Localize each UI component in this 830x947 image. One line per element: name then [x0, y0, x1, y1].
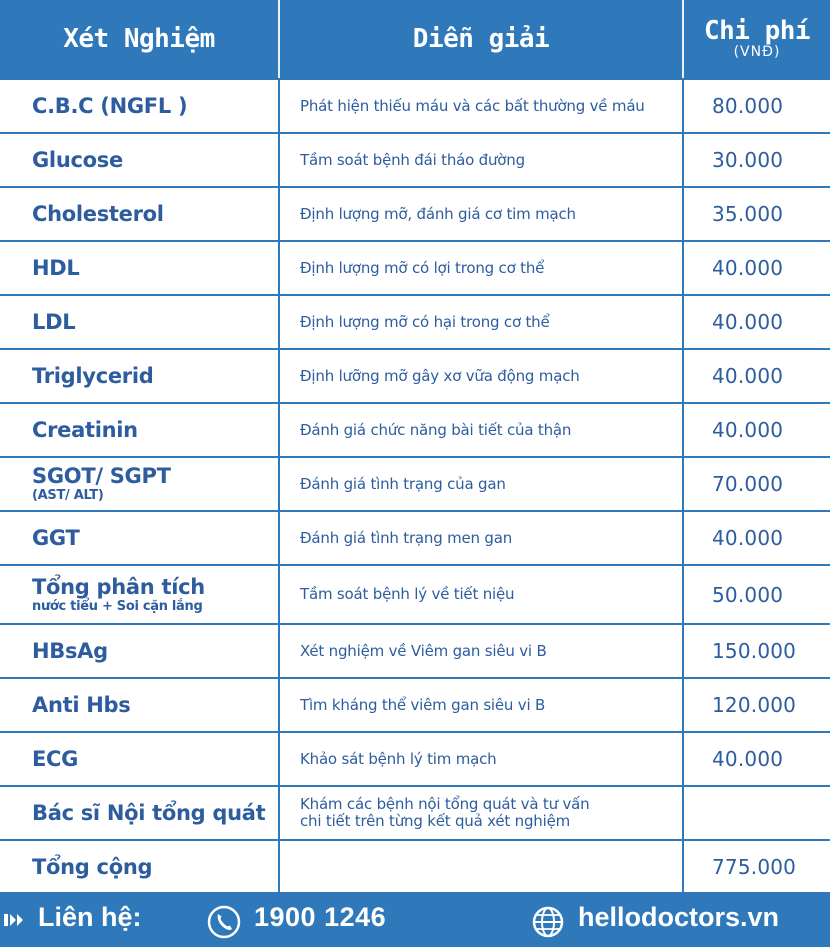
description-cell	[280, 134, 682, 186]
table-row	[0, 733, 830, 785]
header-description	[280, 0, 682, 78]
table-row	[0, 404, 830, 456]
test-name-cell	[0, 512, 278, 564]
test-name: Triglycerid	[32, 364, 154, 388]
test-name: Tổng cộng	[32, 855, 153, 879]
header-test-label: Xét Nghiệm	[63, 24, 215, 54]
price-cell	[684, 625, 830, 677]
contact-label: Liên hệ:	[38, 902, 142, 932]
test-name-cell	[0, 625, 278, 677]
test-name: Creatinin	[32, 418, 138, 442]
header-cost-unit: (VNĐ)	[733, 44, 781, 60]
description-line: Định lưỡng mỡ gây xơ vữa động mạch	[300, 366, 580, 385]
price-cell	[684, 80, 830, 132]
description-line: Tầm soát bệnh lý về tiết niệu	[300, 585, 515, 603]
price-value: 775.000	[712, 855, 797, 879]
description-cell	[280, 404, 682, 456]
price-value: 70.000	[712, 472, 784, 496]
test-name: C.B.C (NGFL )	[32, 94, 188, 118]
price-cell	[684, 841, 830, 893]
description-line: Khám các bệnh nội tổng quát và tư vấn	[300, 795, 590, 813]
test-name: ECG	[32, 747, 79, 771]
test-name: SGOT/ SGPT	[32, 464, 171, 488]
description-line: Xét nghiệm về Viêm gan siêu vi B	[300, 641, 547, 660]
test-name-cell	[0, 350, 278, 402]
price-cell	[684, 787, 830, 839]
description-line: Định lượng mỡ, đánh giá cơ tim mạch	[300, 204, 576, 223]
description-cell	[280, 512, 682, 564]
table-row	[0, 350, 830, 402]
test-name-cell	[0, 841, 278, 893]
price-value: 40.000	[712, 256, 784, 280]
description-line-2: chi tiết trên từng kết quả xét nghiệm	[300, 812, 571, 830]
test-name-cell	[0, 80, 278, 132]
test-name: Cholesterol	[32, 202, 164, 226]
test-name-cell	[0, 787, 278, 839]
price-cell	[684, 350, 830, 402]
table-row	[0, 566, 830, 623]
description-cell	[280, 733, 682, 785]
globe-icon	[531, 905, 565, 939]
price-value: 120.000	[712, 693, 797, 717]
description-cell	[280, 841, 682, 893]
test-name-cell	[0, 242, 278, 294]
price-value: 40.000	[712, 526, 784, 550]
price-cell	[684, 134, 830, 186]
price-cell	[684, 512, 830, 564]
test-name-cell	[0, 188, 278, 240]
test-name: Anti Hbs	[32, 693, 131, 717]
table-row	[0, 841, 830, 893]
test-name: LDL	[32, 310, 76, 334]
test-name: HBsAg	[32, 639, 108, 663]
description-cell	[280, 350, 682, 402]
table-row	[0, 787, 830, 839]
description-cell	[280, 458, 682, 510]
price-cell	[684, 404, 830, 456]
description-cell	[280, 625, 682, 677]
price-value: 40.000	[712, 418, 784, 442]
test-name: Tổng phân tích	[32, 574, 205, 599]
table-row	[0, 296, 830, 348]
phone-number[interactable]: 1900 1246	[254, 902, 387, 932]
test-name-cell	[0, 134, 278, 186]
price-value: 150.000	[712, 639, 797, 663]
description-line: Tìm kháng thể viêm gan siêu vi B	[300, 695, 546, 714]
test-name-cell	[0, 404, 278, 456]
test-name: Bác sĩ Nội tổng quát	[32, 801, 266, 825]
price-value: 30.000	[712, 148, 784, 172]
test-name: HDL	[32, 256, 80, 280]
price-value: 40.000	[712, 364, 784, 388]
price-cell	[684, 242, 830, 294]
test-name-cell	[0, 679, 278, 731]
test-name: Glucose	[32, 148, 123, 172]
description-cell	[280, 296, 682, 348]
table-row	[0, 188, 830, 240]
price-value: 50.000	[712, 582, 784, 607]
description-line: Đánh giá chức năng bài tiết của thận	[300, 420, 572, 439]
price-cell	[684, 679, 830, 731]
header-description-label: Diễn giải	[412, 24, 550, 54]
price-value: 40.000	[712, 747, 784, 771]
price-cell	[684, 458, 830, 510]
price-value: 40.000	[712, 310, 784, 334]
test-name-cell	[0, 458, 278, 510]
description-cell	[280, 566, 682, 623]
header-cost	[684, 0, 830, 78]
description-line: Đánh giá tình trạng men gan	[300, 528, 513, 547]
description-line: Tầm soát bệnh đái tháo đường	[300, 150, 525, 169]
header-test	[0, 0, 278, 78]
price-cell	[684, 566, 830, 623]
table-header	[0, 0, 830, 78]
description-line: Định lượng mỡ có hại trong cơ thể	[300, 312, 550, 331]
price-cell	[684, 296, 830, 348]
price-value: 80.000	[712, 94, 784, 118]
description-cell	[280, 787, 682, 839]
test-name-cell	[0, 296, 278, 348]
test-name-cell	[0, 566, 278, 623]
table-row	[0, 679, 830, 731]
description-cell	[280, 242, 682, 294]
description-cell	[280, 80, 682, 132]
price-value: 35.000	[712, 202, 784, 226]
price-cell	[684, 733, 830, 785]
description-cell	[280, 188, 682, 240]
description-line: Khảo sát bệnh lý tim mạch	[300, 749, 497, 768]
header-cost-label: Chi phí	[703, 16, 811, 46]
phone-icon	[207, 905, 241, 939]
test-subname: nước tiểu + Soi cặn lắng	[32, 598, 203, 614]
table-row	[0, 80, 830, 132]
table-row	[0, 134, 830, 186]
description-line: Phát hiện thiếu máu và các bất thường về máu	[300, 96, 645, 115]
contact-footer	[0, 892, 830, 947]
website-link[interactable]: hellodoctors.vn	[578, 902, 780, 932]
double-arrow-icon	[4, 912, 26, 928]
test-name-cell	[0, 733, 278, 785]
price-cell	[684, 188, 830, 240]
description-cell	[280, 679, 682, 731]
table-row	[0, 458, 830, 510]
test-subname: (AST/ ALT)	[32, 488, 104, 503]
description-line: Đánh giá tình trạng của gan	[300, 474, 506, 493]
description-line: Định lượng mỡ có lợi trong cơ thể	[300, 258, 545, 277]
table-row	[0, 242, 830, 294]
table-row	[0, 625, 830, 677]
test-name: GGT	[32, 526, 80, 550]
table-row	[0, 512, 830, 564]
